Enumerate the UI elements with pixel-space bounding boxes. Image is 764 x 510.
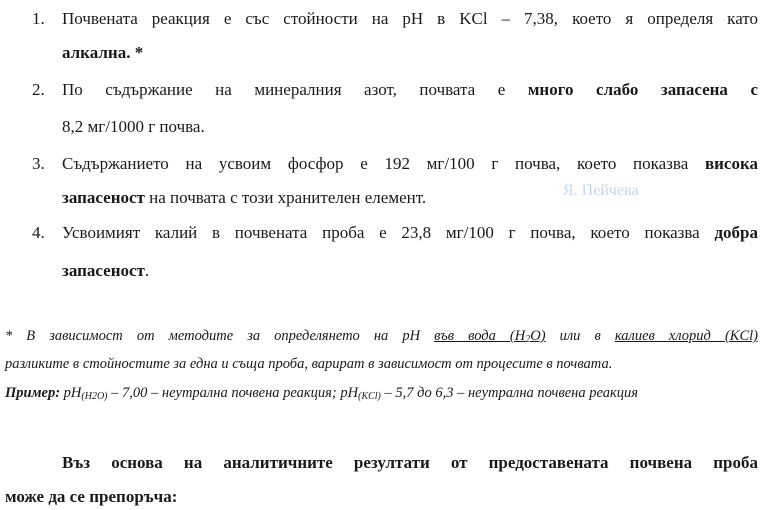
- emphasis: алкална. *: [62, 43, 144, 62]
- list-item-1-line-2: [62, 42, 143, 64]
- example-label: Пример:: [5, 385, 61, 401]
- text: на почвата с този хранителен елемент.: [144, 188, 427, 207]
- conclusion-line-2: може да се препоръча:: [5, 487, 178, 506]
- text: Усвоимият калий в почвената проба е 23,8 мг/100 г почва, което показва: [62, 223, 715, 242]
- list-item-1-line-1: Почвената реакция е със стойности на pH в KCl – 7,38, което я определя като: [62, 9, 758, 28]
- emphasis: много слабо запасена с: [527, 80, 758, 99]
- conclusion-line-1: Въз основа на аналитичните резултати от предоставената почвена проба: [62, 453, 758, 472]
- emphasis: запасеност: [62, 188, 145, 207]
- item-number: 1.: [32, 9, 45, 28]
- footnote-example: [5, 383, 638, 407]
- text: във вода (H: [434, 328, 526, 344]
- list-item-3-line-1: [62, 153, 758, 175]
- item-number: 4.: [32, 223, 45, 242]
- subscript: 2: [525, 334, 531, 345]
- item-number: 3.: [32, 154, 45, 173]
- item-number: 2.: [32, 80, 45, 99]
- list-item-2-line-2: 8,2 мг/1000 г почва.: [62, 117, 205, 136]
- underlined-text: [434, 328, 545, 344]
- emphasis: висока: [704, 154, 758, 173]
- list-item-2-line-1: [62, 79, 758, 101]
- footnote-line-2: разликите в стойностите за една и съща проба, варират в зависимост от процесите в почвата.: [5, 356, 613, 372]
- text: .: [144, 261, 150, 280]
- list-item-4-line-1: [62, 222, 758, 244]
- list-item-4-line-2: [62, 260, 149, 282]
- text: * В зависимост от методите за определянето на pH: [5, 328, 435, 344]
- emphasis: запасеност: [62, 261, 145, 280]
- subscript: (KCl): [358, 391, 381, 402]
- underlined-text: калиев хлорид (KCl): [614, 328, 758, 344]
- subscript: (H2O): [81, 391, 108, 402]
- text: pH: [60, 385, 82, 401]
- text: – 5,7 до 6,3 – неутрална почвена реакция: [380, 385, 639, 401]
- text: Съдържанието на усвоим фосфор е 192 мг/100 г почва, което показва: [62, 154, 705, 173]
- footnote-line-1: [5, 326, 758, 350]
- stamp-signature: Я. Пейчева: [563, 182, 639, 199]
- text: – 7,00 – неутрална почвена реакция; pH: [107, 385, 359, 401]
- list-item-3-line-2: [62, 187, 426, 209]
- text: или в: [545, 328, 615, 344]
- text: По съдържание на минералния азот, почвата е: [62, 80, 528, 99]
- text: O): [530, 328, 546, 344]
- emphasis: добра: [714, 223, 758, 242]
